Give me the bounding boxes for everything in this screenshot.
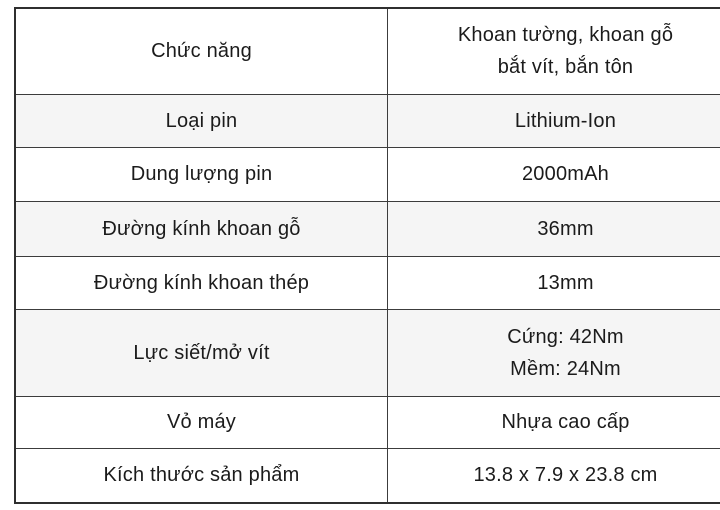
- spec-table: [14, 7, 720, 504]
- spec-value: [388, 8, 720, 94]
- spec-label-text: Đường kính khoan thép: [93, 271, 310, 294]
- spec-value-line: Cứng: 42Nm: [507, 325, 624, 348]
- spec-label-text: Đường kính khoan gỗ: [102, 217, 301, 240]
- spec-value: [388, 448, 720, 503]
- spec-value-line: 2000mAh: [521, 163, 609, 185]
- spec-label: [15, 147, 388, 201]
- spec-label-text: Vỏ máy: [166, 411, 236, 433]
- spec-label-text: Kích thước sản phẩm: [103, 464, 300, 487]
- spec-label-text: Lực siết/mở vít: [133, 341, 270, 364]
- spec-label: [15, 8, 388, 94]
- spec-value: [388, 309, 720, 396]
- spec-value: [388, 201, 720, 256]
- table-row: [15, 147, 720, 201]
- spec-value-line: bắt vít, bắn tôn: [497, 56, 634, 79]
- spec-label: [15, 309, 388, 396]
- spec-value: [388, 147, 720, 201]
- spec-label: [15, 448, 388, 503]
- spec-value-line: 13mm: [537, 271, 594, 294]
- table-row: [15, 201, 720, 256]
- spec-label: [15, 201, 388, 256]
- table-row: [15, 309, 720, 396]
- spec-label-text: Chức năng: [151, 40, 252, 63]
- spec-value-line: 13.8 x 7.9 x 23.8 cm: [473, 464, 658, 487]
- spec-value-line: Nhựa cao cấp: [501, 411, 630, 433]
- spec-value: [388, 256, 720, 309]
- spec-label: [15, 256, 388, 309]
- spec-label: [15, 396, 388, 448]
- spec-value: [388, 396, 720, 448]
- spec-label-text: Dung lượng pin: [130, 163, 273, 185]
- table-row: [15, 256, 720, 309]
- spec-value-line: Lithium-Ion: [514, 109, 617, 132]
- table-row: [15, 8, 720, 94]
- spec-value-line: Khoan tường, khoan gỗ: [457, 24, 674, 47]
- spec-value-line: 36mm: [537, 217, 594, 240]
- spec-label-text: Loại pin: [165, 109, 238, 132]
- table-row: [15, 94, 720, 147]
- spec-table-body: [15, 8, 720, 503]
- spec-label: [15, 94, 388, 147]
- spec-value-line: Mềm: 24Nm: [510, 357, 621, 380]
- table-row: [15, 396, 720, 448]
- table-row: [15, 448, 720, 503]
- spec-value: [388, 94, 720, 147]
